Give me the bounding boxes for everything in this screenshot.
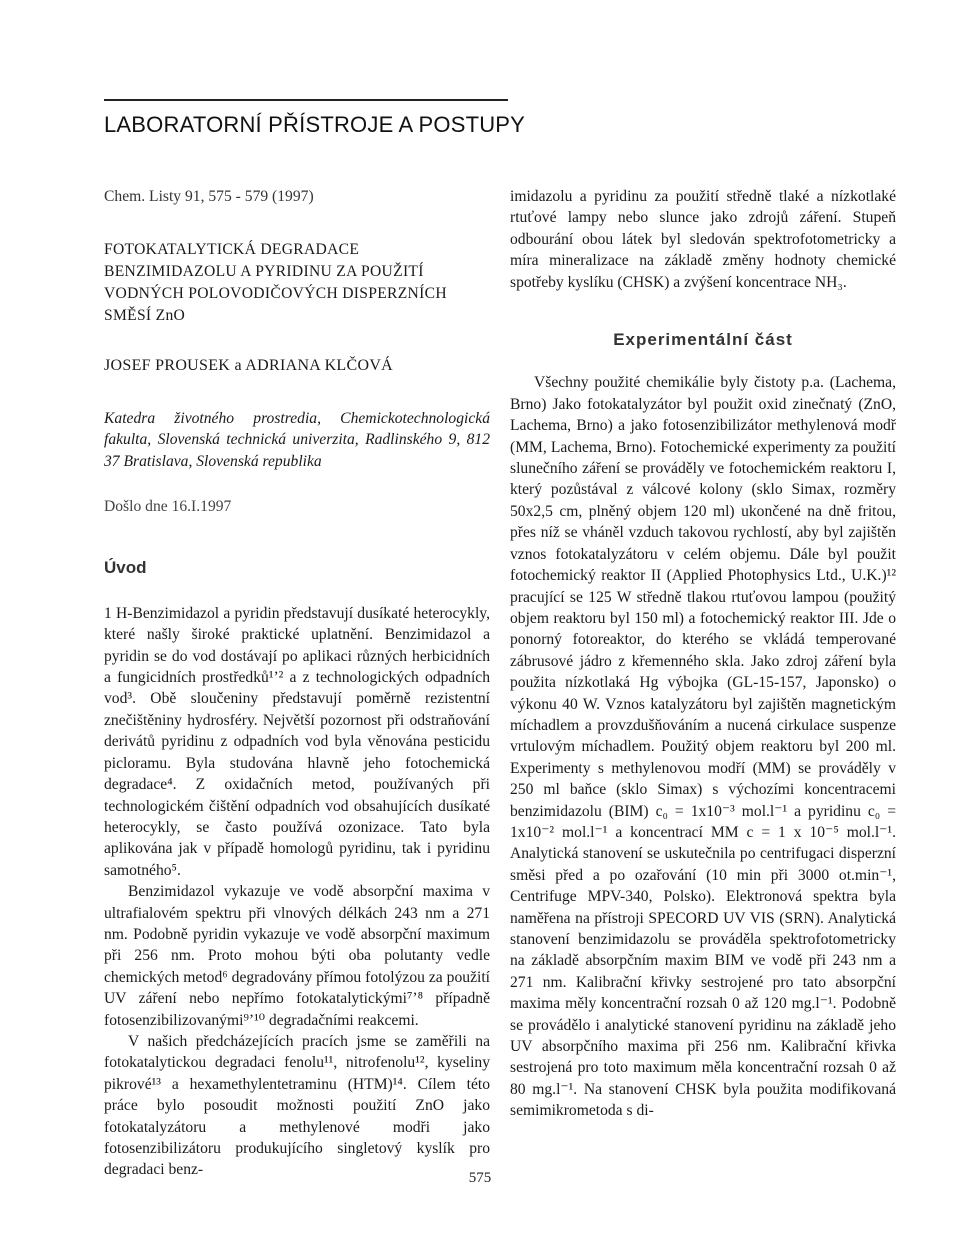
continued-paragraph: imidazolu a pyridinu za použití středně tlaké a nízkotlaké rtuťové lampy nebo slunce jako zdrojů záření. Stupeň odbourání obou látek byl sledován spektrofotometricky a míra mineralizace na základě změny hodnoty chemické spotřeby kyslíku (CHSK) a zvýšení koncentrace NH₃. — [510, 188, 896, 291]
experimental-heading: Experimentální část — [613, 330, 793, 350]
intro-heading: Úvod — [104, 558, 147, 578]
section-title: LABORATORNÍ PŘÍSTROJE A POSTUPY — [104, 112, 526, 137]
article-title-line: BENZIMIDAZOLU A PYRIDINU ZA POUŽITÍ — [104, 263, 424, 281]
page-number: 575 — [468, 1170, 492, 1186]
received-date: Došlo dne 16.I.1997 — [104, 498, 232, 516]
author-affiliation: Katedra životného prostredia, Chemickotechnologická fakulta, Slovenská technická univerzita, Radlinského 9, 812 37 Bratislava, Slovenská republika — [104, 409, 490, 470]
intro-paragraph: Benzimidazol vykazuje ve vodě absorpční maxima v ultrafialovém spektru při vlnových délkách 243 nm a 271 nm. Podobně pyridin vykazuje ve vodě absorpční maximum při 256 nm. Proto mohou býti oba polutanty vedle chemických metod⁶ degradovány přímou fotolýzou za použití UV záření nebo nepřímo fotokatalytickými⁷ʼ⁸ případně fotosenzibilizovanými⁹ʼ¹⁰ degradačními reakcemi. — [104, 883, 490, 1029]
right-column — [510, 186, 896, 1122]
journal-citation: Chem. Listy 91, 575 - 579 (1997) — [104, 188, 314, 205]
article-title — [104, 239, 490, 327]
article-title-line: SMĚSÍ ZnO — [104, 307, 186, 325]
intro-paragraph: 1 H-Benzimidazol a pyridin představují dusíkaté heterocykly, které našly široké praktické uplatnění. Benzimidazol a pyridin se do vod dostávají po aplikaci různých herbicidních a fungicidních prostředků¹ʼ² a z technologických odpadních vod³. Obě sloučeniny představují poměrně rezistentní znečištěniny hydrosféry. Největší pozornost při odstraňování derivátů pyridinu z odpadních vod byla věnována pesticidu picloramu. Byla studována hlavně jeho fotochemická degradace⁴. Z oxidačních metod, používaných při technologickém čištění odpadních vod obsahujících dusíkaté heterocykly, se často používá ozonizace. Tato byla aplikována jak v případě homologů pyridinu, tak i pyridinu samotného⁵. — [104, 604, 490, 879]
left-column — [104, 186, 490, 1181]
experimental-paragraph: Všechny použité chemikálie byly čistoty p.a. (Lachema, Brno) Jako fotokatalyzátor byl použit oxid zinečnatý (ZnO, Lachema, Brno) a jako fotosenzibilizátor methylenová modř (MM, Lachema, Brno). Fotochemické experimenty za použití slunečního záření se prováděly ve fotochemickém reaktoru I, který pozůstával z válcové kolony (sklo Simax, rozměry 50x2,5 cm, plněný objem 120 ml) ukončené na dně fritou, přes níž se vháněl vzduch takovou rychlostí, aby byl zajištěn vznos fotokatalyzátoru v celém objemu. Dále byl použit fotochemický reaktor II (Applied Photophysics Ltd., U.K.)¹² pracující se 125 W středně tlakou rtuťovou lampou (použitý objem reaktoru byl 150 ml) a fotochemický reaktor III. Jde o ponorný fotoreaktor, do kterého se vkládá temperované zábrusové jádro z křemenného skla. Jako zdroj záření byla použita nízkotlaká Hg výbojka (GL-15-157, Japonsko) o výkonu 40 W. Vznos katalyzátoru byl zajištěn magnetickým míchadlem a provzdušňováním a nucená cirkulace suspenze vrtulovým míchadlem. Použitý objem reaktoru byl 200 ml. Experimenty s methylenovou modří (MM) se prováděly v 250 ml baňce (sklo Simax) s výchozími koncentracemi benzimidazolu (BIM) c₀ = 1x10⁻³ mol.l⁻¹ a pyridinu c₀ = 1x10⁻² mol.l⁻¹ a koncentrací MM c = 1 x 10⁻⁵ mol.l⁻¹. Analytická stanovení se uskutečnila po centrifugaci disperzní směsi před a po ozařování (10 min při 3000 ot.min⁻¹, Centrifuge MPV-340, Polsko). Elektronová spektra byla naměřena na přístroji SPECORD UV VIS (SRN). Analytická stanovení benzimidazolu se prováděla spektrofotometricky na základě absorpčním maxim BIM ve vodě při 243 nm a 271 nm. Kalibrační křivky sestrojené pro tato absorpční maxima měly koncentrační rozsah 0 až 120 mg.l⁻¹. Podobně se provádělo i analytické stanovení pyridinu na základě jeho UV absorpčního maxima při 256 nm. Kalibrační křivka sestrojená pro toto maximum měla koncentrační rozsah 0 až 80 mg.l⁻¹. Na stanovení CHSK byla použita modifikovaná semimikrometoda s di- — [510, 374, 896, 1120]
intro-paragraph: V našich předcházejících pracích jsme se zaměřili na fotokatalytickou degradaci fenolu¹¹, nitrofenolu¹², kyseliny pikrové¹³ a hexamethylentetraminu (HTM)¹⁴. Cílem této práce bylo posoudit možnosti použití ZnO jako fotokatalyzátoru a methylenové modři jako fotosenzibilizátoru produkujícího singletový kyslík pro degradaci benz- — [104, 1032, 490, 1179]
header-rule — [104, 99, 508, 101]
article-title-line: VODNÝCH POLOVODIČOVÝCH DISPERZNÍCH — [104, 285, 447, 303]
article-title-line: FOTOKATALYTICKÁ DEGRADACE — [104, 241, 360, 259]
article-authors: JOSEF PROUSEK a ADRIANA KLČOVÁ — [104, 357, 394, 375]
